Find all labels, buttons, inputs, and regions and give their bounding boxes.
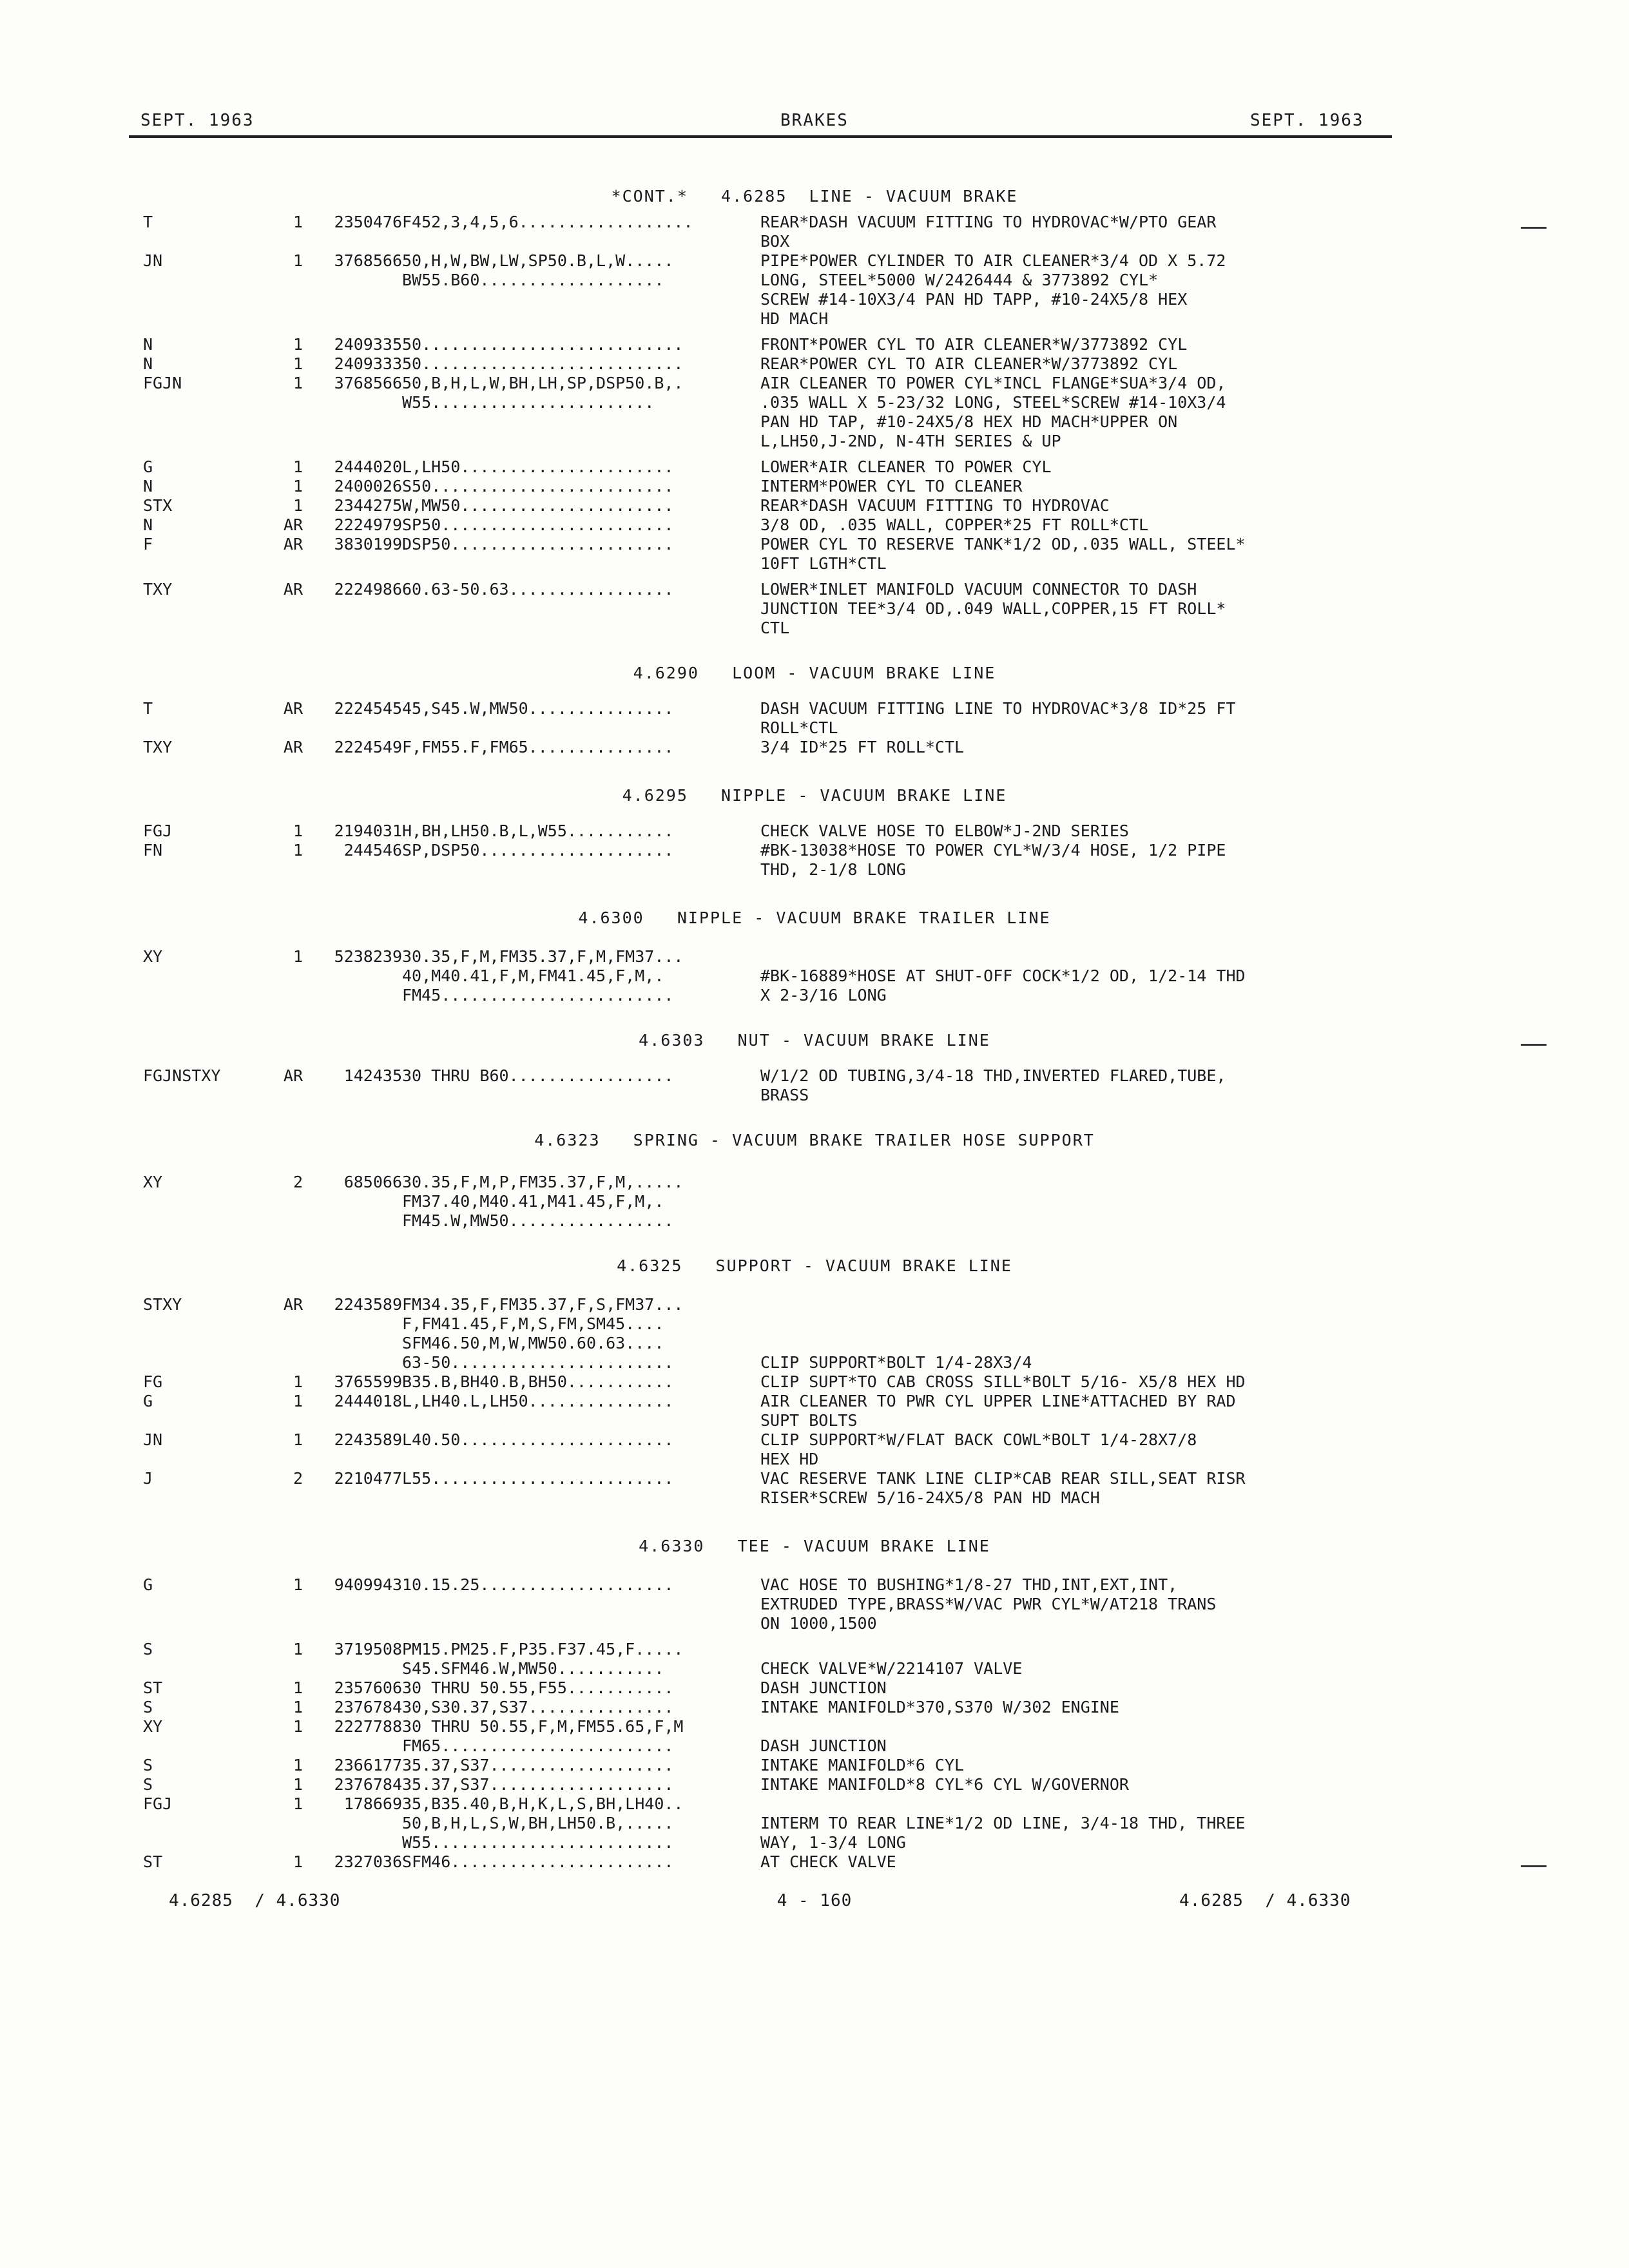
part-description: RISER*SCREW 5/16-24X5/8 PAN HD MACH [760,1488,1100,1507]
model-codes: N [143,354,153,373]
quantity: 1 [293,1392,303,1410]
part-description: CTL [760,619,790,637]
quantity: AR [283,515,303,534]
model-applicability: S50......................... [402,477,674,495]
model-applicability: FM37.40,M40.41,M41.45,F,M,. [402,1192,664,1211]
part-number: 2376784 [334,1775,402,1794]
part-number: 2409335 [334,335,402,354]
model-codes: XY [143,947,163,966]
part-number: 2224545 [334,699,402,718]
part-description: POWER CYL TO RESERVE TANK*1/2 OD,.035 WALL, STEEL* [760,535,1246,553]
quantity: 1 [293,477,303,495]
model-codes: T [143,213,153,231]
model-applicability: 35.37,S37................... [402,1756,674,1774]
model-applicability: 45,S45.W,MW50............... [402,699,674,718]
part-description: REAR*DASH VACUUM FITTING TO HYDROVAC [760,496,1110,515]
model-applicability: F,FM55.F,FM65............... [402,738,674,756]
part-description: WAY, 1-3/4 LONG [760,1833,906,1852]
quantity: 1 [293,374,303,392]
model-codes: JN [143,1430,163,1449]
model-applicability: 50,B,H,L,S,W,BH,LH50.B,..... [402,1814,674,1832]
model-applicability: F,FM41.45,F,M,S,FM,SM45.... [402,1314,664,1333]
quantity: AR [283,535,303,553]
part-description: 3/4 ID*25 FT ROLL*CTL [760,738,965,756]
part-description: AT CHECK VALVE [760,1852,896,1871]
part-number: 2224549 [334,738,402,756]
part-description: PIPE*POWER CYLINDER TO AIR CLEANER*3/4 OD X 5.72 [760,251,1226,270]
part-description: INTAKE MANIFOLD*6 CYL [760,1756,965,1774]
model-applicability: SP50........................ [402,515,674,534]
model-codes: N [143,515,153,534]
quantity: 1 [293,213,303,231]
part-description: AIR CLEANER TO PWR CYL UPPER LINE*ATTACHED BY RAD [760,1392,1236,1410]
part-description: INTAKE MANIFOLD*370,S370 W/302 ENGINE [760,1698,1119,1716]
footer-range-right: 4.6285 / 4.6330 [1179,1891,1351,1910]
margin-mark [1521,1865,1547,1867]
section-heading: 4.6295 NIPPLE - VACUUM BRAKE LINE [622,786,1007,805]
part-number: 2400026 [334,477,402,495]
part-description: REAR*DASH VACUUM FITTING TO HYDROVAC*W/PTO GEAR [760,213,1217,231]
quantity: 1 [293,1678,303,1697]
quantity: 1 [293,1794,303,1813]
model-codes: FGJ [143,1794,173,1813]
quantity: 1 [293,251,303,270]
part-description: CLIP SUPPORT*W/FLAT BACK COWL*BOLT 1/4-28X7/8 [760,1430,1197,1449]
header-date-left: SEPT. 1963 [140,111,255,130]
part-description: CLIP SUPT*TO CAB CROSS SILL*BOLT 5/16- X5/8 HEX HD [760,1372,1246,1391]
quantity: AR [283,580,303,599]
model-applicability: 60.63-50.63................. [402,580,674,599]
quantity: 1 [293,1756,303,1774]
part-number: 3768566 [334,374,402,392]
model-codes: FN [143,841,163,860]
quantity: 1 [293,496,303,515]
quantity: AR [283,738,303,756]
quantity: 1 [293,1717,303,1736]
model-codes: XY [143,1173,163,1191]
quantity: 1 [293,841,303,860]
part-description: DASH JUNCTION [760,1736,887,1755]
part-description: VAC RESERVE TANK LINE CLIP*CAB REAR SILL,SEAT RISR [760,1469,1246,1488]
quantity: 1 [293,1775,303,1794]
model-codes: FGJNSTXY [143,1066,221,1085]
section-heading: 4.6290 LOOM - VACUUM BRAKE LINE [633,664,996,682]
quantity: 2 [293,1469,303,1488]
part-description: REAR*POWER CYL TO AIR CLEANER*W/3773892 CYL [760,354,1178,373]
quantity: 1 [293,822,303,840]
part-number: 2224979 [334,515,402,534]
model-codes: G [143,457,153,476]
quantity: 1 [293,1852,303,1871]
model-codes: FGJ [143,822,173,840]
part-number: 2243589 [334,1430,402,1449]
model-applicability: SFM46....................... [402,1852,674,1871]
section-heading: *CONT.* 4.6285 LINE - VACUUM BRAKE [611,187,1018,206]
model-applicability: 50........................... [402,335,684,354]
model-applicability: W55....................... [402,393,655,412]
model-applicability: SFM46.50,M,W,MW50.60.63.... [402,1334,664,1352]
part-description: X 2-3/16 LONG [760,986,887,1004]
part-description: HD MACH [760,309,829,328]
model-applicability: 30.35,F,M,P,FM35.37,F,M,..... [402,1173,684,1191]
model-applicability: 30 THRU 50.55,F55........... [402,1678,674,1697]
model-codes: S [143,1640,153,1658]
quantity: AR [283,1295,303,1314]
header-title: BRAKES [780,111,849,130]
quantity: 1 [293,1698,303,1716]
quantity: AR [283,1066,303,1085]
footer-page-number: 4 - 160 [776,1891,853,1910]
model-codes: TXY [143,580,173,599]
section-heading: 4.6325 SUPPORT - VACUUM BRAKE LINE [617,1256,1012,1275]
part-number: 2444020 [334,457,402,476]
model-codes: ST [143,1852,163,1871]
model-applicability: 35.37,S37................... [402,1775,674,1794]
part-description: SCREW #14-10X3/4 PAN HD TAPP, #10-24X5/8 HEX [760,290,1188,309]
part-description: 10FT LGTH*CTL [760,554,887,573]
part-number: 2210477 [334,1469,402,1488]
part-description: BRASS [760,1086,809,1104]
quantity: 1 [293,354,303,373]
model-applicability: L55......................... [402,1469,674,1488]
header-date-right: SEPT. 1963 [1250,111,1364,130]
part-description: 3/8 OD, .035 WALL, COPPER*25 FT ROLL*CTL [760,515,1149,534]
quantity: 1 [293,947,303,966]
model-codes: S [143,1775,153,1794]
part-number: 2327036 [334,1852,402,1871]
model-applicability: 40,M40.41,F,M,FM41.45,F,M,. [402,966,664,985]
section-heading: 4.6303 NUT - VACUUM BRAKE LINE [639,1031,990,1050]
model-codes: FGJN [143,374,182,392]
part-number: 2194031 [334,822,402,840]
part-number: 9409943 [334,1575,402,1594]
model-applicability: 63-50....................... [402,1353,674,1372]
section-heading: 4.6330 TEE - VACUUM BRAKE LINE [639,1537,990,1555]
part-number: 2243589 [334,1295,402,1314]
part-number: 3830199 [334,535,402,553]
part-description: ON 1000,1500 [760,1614,877,1633]
part-description: JUNCTION TEE*3/4 OD,.049 WALL,COPPER,15 FT ROLL* [760,599,1226,618]
part-description: INTAKE MANIFOLD*8 CYL*6 CYL W/GOVERNOR [760,1775,1129,1794]
header-rule [129,135,1392,138]
model-applicability: DSP50....................... [402,535,674,553]
model-codes: TXY [143,738,173,756]
part-description: HEX HD [760,1450,819,1468]
footer-range-left: 4.6285 / 4.6330 [169,1891,341,1910]
model-applicability: 50,B,H,L,W,BH,LH,SP,DSP50.B,. [402,374,684,392]
part-description: INTERM*POWER CYL TO CLEANER [760,477,1023,495]
model-applicability: 10.15.25.................... [402,1575,674,1594]
part-description: INTERM TO REAR LINE*1/2 OD LINE, 3/4-18 THD, THREE [760,1814,1246,1832]
model-codes: ST [143,1678,163,1697]
part-description: BOX [760,232,790,251]
model-applicability: F452,3,4,5,6.................. [402,213,693,231]
quantity: 1 [293,1430,303,1449]
part-description: #BK-13038*HOSE TO POWER CYL*W/3/4 HOSE, 1/2 PIPE [760,841,1226,860]
margin-mark [1521,1044,1547,1046]
model-codes: XY [143,1717,163,1736]
model-codes: J [143,1469,153,1488]
part-description: THD, 2-1/8 LONG [760,860,906,879]
part-description: FRONT*POWER CYL TO AIR CLEANER*W/3773892 CYL [760,335,1188,354]
part-number: 3719508 [334,1640,402,1658]
model-applicability: 30,S30.37,S37............... [402,1698,674,1716]
model-codes: N [143,335,153,354]
model-applicability: FM65........................ [402,1736,674,1755]
model-codes: N [143,477,153,495]
part-description: #BK-16889*HOSE AT SHUT-OFF COCK*1/2 OD, 1/2-14 THD [760,966,1246,985]
part-description: W/1/2 OD TUBING,3/4-18 THD,INVERTED FLARED,TUBE, [760,1066,1226,1085]
model-applicability: FM45.W,MW50................. [402,1211,674,1230]
part-description: L,LH50,J-2ND, N-4TH SERIES & UP [760,432,1061,450]
model-applicability: 35,B35.40,B,H,K,L,S,BH,LH40.. [402,1794,684,1813]
part-description: SUPT BOLTS [760,1411,858,1430]
quantity: 1 [293,457,303,476]
model-applicability: L,LH40.L,LH50............... [402,1392,674,1410]
model-codes: STX [143,496,173,515]
part-number: 3768566 [334,251,402,270]
part-description: CHECK VALVE HOSE TO ELBOW*J-2ND SERIES [760,822,1129,840]
model-applicability: FM45........................ [402,986,674,1004]
model-codes: T [143,699,153,718]
model-applicability: 50........................... [402,354,684,373]
model-codes: F [143,535,153,553]
part-number: 5238239 [334,947,402,966]
model-applicability: SP,DSP50.................... [402,841,674,860]
part-description: AIR CLEANER TO POWER CYL*INCL FLANGE*SUA*3/4 OD, [760,374,1226,392]
part-number: 178669 [343,1794,402,1813]
quantity: 1 [293,1372,303,1391]
part-description: EXTRUDED TYPE,BRASS*W/VAC PWR CYL*W/AT218 TRANS [760,1595,1217,1613]
part-description: DASH JUNCTION [760,1678,887,1697]
part-number: 2227788 [334,1717,402,1736]
model-applicability: S45.SFM46.W,MW50........... [402,1659,664,1678]
part-number: 2366177 [334,1756,402,1774]
part-description: CLIP SUPPORT*BOLT 1/4-28X3/4 [760,1353,1032,1372]
part-number: 2409333 [334,354,402,373]
margin-mark [1521,227,1547,229]
part-number: 3765599 [334,1372,402,1391]
part-number: 142435 [343,1066,402,1085]
part-number: 2350476 [334,213,402,231]
section-heading: 4.6323 SPRING - VACUUM BRAKE TRAILER HOSE SUPPORT [534,1131,1095,1149]
model-applicability: 50,H,W,BW,LW,SP50.B,L,W..... [402,251,674,270]
quantity: 1 [293,1640,303,1658]
section-heading: 4.6300 NIPPLE - VACUUM BRAKE TRAILER LINE [578,908,1051,927]
part-number: 244546 [343,841,402,860]
part-description: CHECK VALVE*W/2214107 VALVE [760,1659,1023,1678]
quantity: 2 [293,1173,303,1191]
part-number: 2444018 [334,1392,402,1410]
model-codes: S [143,1698,153,1716]
part-number: 685066 [343,1173,402,1191]
quantity: 1 [293,1575,303,1594]
model-codes: S [143,1756,153,1774]
model-applicability: BW55.B60................... [402,271,664,289]
model-applicability: W,MW50...................... [402,496,674,515]
model-applicability: W55......................... [402,1833,674,1852]
quantity: AR [283,699,303,718]
model-applicability: L40.50...................... [402,1430,674,1449]
part-number: 2224986 [334,580,402,599]
model-codes: FG [143,1372,163,1391]
part-description: VAC HOSE TO BUSHING*1/8-27 THD,INT,EXT,INT, [760,1575,1178,1594]
model-applicability: 30 THRU B60................. [402,1066,674,1085]
model-codes: G [143,1392,153,1410]
part-description: LOWER*INLET MANIFOLD VACUUM CONNECTOR TO DASH [760,580,1197,599]
part-description: LONG, STEEL*5000 W/2426444 & 3773892 CYL* [760,271,1159,289]
part-description: DASH VACUUM FITTING LINE TO HYDROVAC*3/8 ID*25 FT [760,699,1236,718]
model-applicability: PM15.PM25.F,P35.F37.45,F..... [402,1640,684,1658]
model-applicability: FM34.35,F,FM35.37,F,S,FM37... [402,1295,684,1314]
part-description: LOWER*AIR CLEANER TO POWER CYL [760,457,1052,476]
part-description: .035 WALL X 5-23/32 LONG, STEEL*SCREW #14-10X3/4 [760,393,1226,412]
model-applicability: H,BH,LH50.B,L,W55........... [402,822,674,840]
model-applicability: L,LH50...................... [402,457,674,476]
part-number: 2376784 [334,1698,402,1716]
part-number: 2344275 [334,496,402,515]
part-description: ROLL*CTL [760,718,838,737]
model-applicability: B35.B,BH40.B,BH50........... [402,1372,674,1391]
model-applicability: 30 THRU 50.55,F,M,FM55.65,F,M [402,1717,684,1736]
model-codes: JN [143,251,163,270]
model-codes: STXY [143,1295,182,1314]
model-codes: G [143,1575,153,1594]
part-description: PAN HD TAP, #10-24X5/8 HEX HD MACH*UPPER ON [760,412,1178,431]
part-number: 2357606 [334,1678,402,1697]
model-applicability: 30.35,F,M,FM35.37,F,M,FM37... [402,947,684,966]
quantity: 1 [293,335,303,354]
